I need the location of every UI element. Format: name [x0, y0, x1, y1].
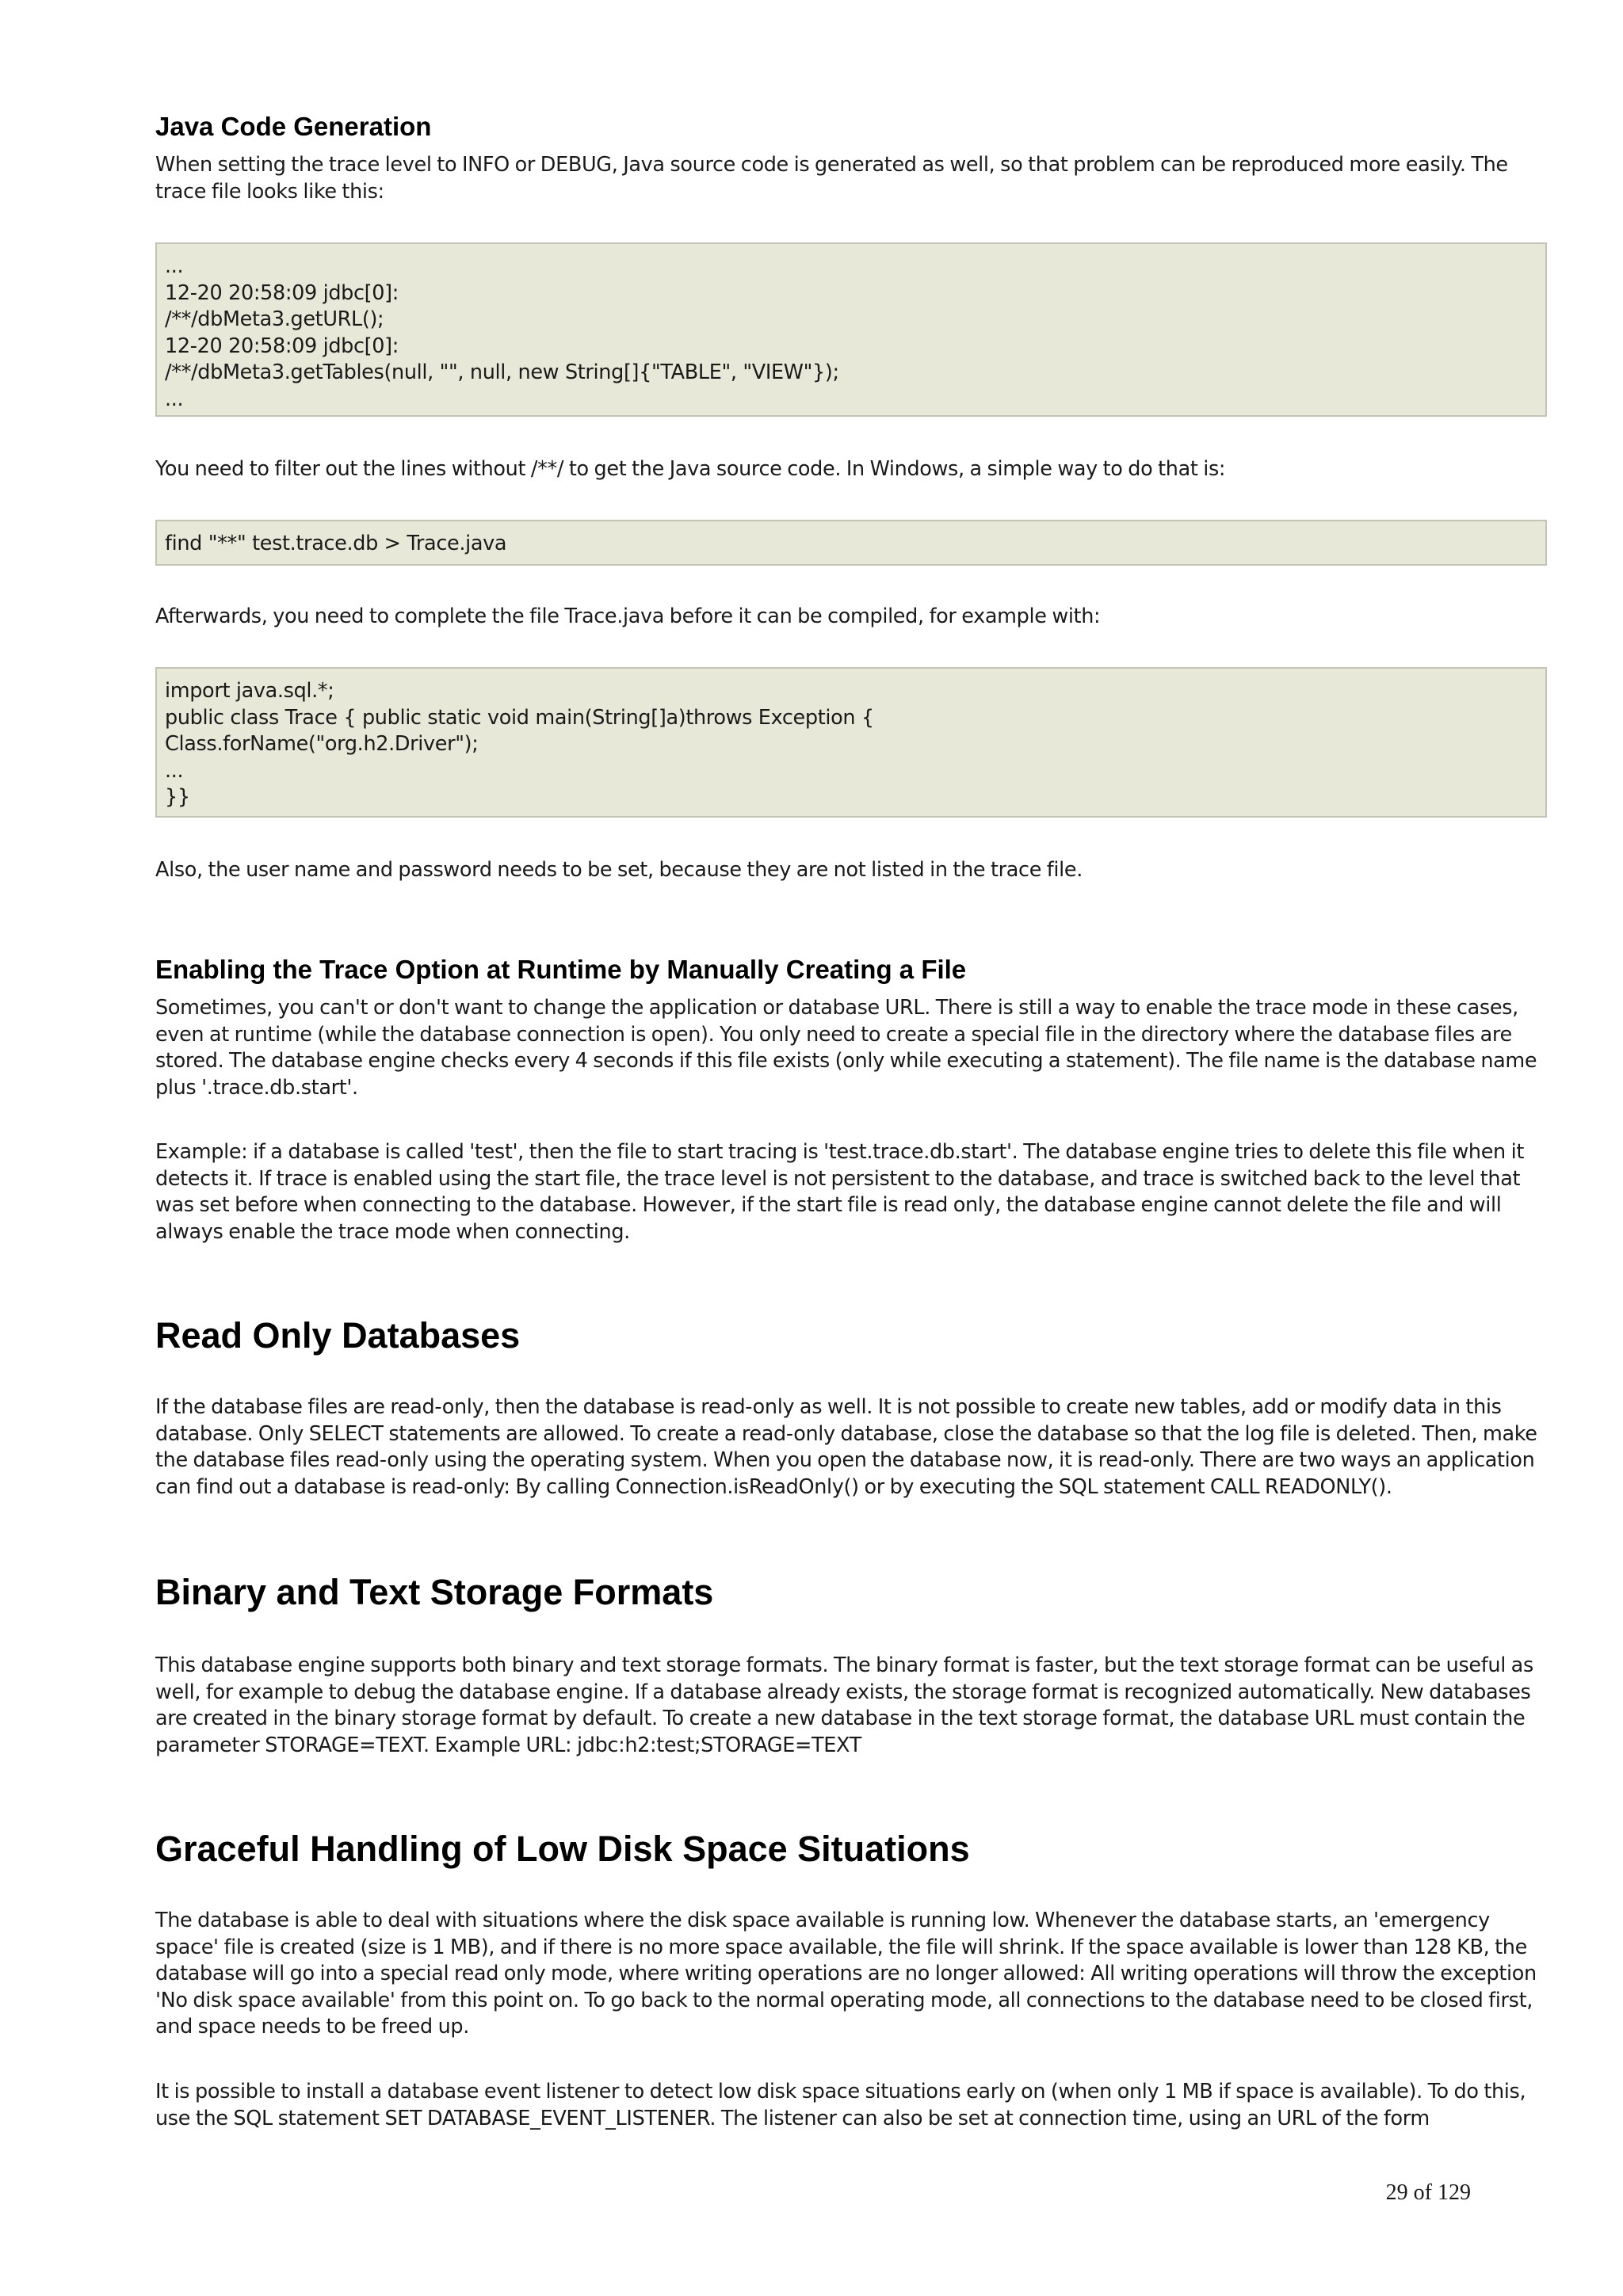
section-title-read-only-databases: Read Only Databases [155, 1315, 521, 1356]
page-number: 29 of 129 [1385, 2180, 1471, 2205]
read-only-paragraph: If the database files are read-only, then the database is read-only as well. It is not possible to create new tables, add or modify data in this database. Only SELECT statements are allowed. To create a read-only database, close the database so that the log file is deleted. Then, make the database files read-only using the operating system. When you open the database now, it is read-only. There are two ways an application can find out a database is read-only: By calling Connection.isReadOnly() or by executing the SQL statement CALL READONLY(). [155, 1395, 1537, 1499]
storage-formats-paragraph: This database engine supports both binary and text storage formats. The binary format is faster, but the text storage format can be useful as well, for example to debug the database engine. If a database already exists, the storage format is recognized automatically. New databases are created in the binary storage format by default. To create a new database in the text storage format, the database URL must contain the parameter STORAGE=TEXT. Example URL: jdbc:h2:test;STORAGE=TEXT [155, 1653, 1533, 1757]
filter-text: You need to filter out the lines without /**/ to get the Java source code. In Windows, a simple way to do that is: [155, 457, 1226, 481]
code-block-trace-file: ... 12-20 20:58:09 jdbc[0]: /**/dbMeta3.getURL(); 12-20 20:58:09 jdbc[0]: /**/dbMeta3.getTables(null, "", null, new String[]{"TABLE", "VIEW"}); ... [155, 242, 1547, 417]
user-password-text: Also, the user name and password needs to be set, because they are not listed in the trace file. [155, 858, 1083, 882]
trace-runtime-paragraph-2: Example: if a database is called 'test', then the file to start tracing is 'test.trace.db.start'. The database engine tries to delete this file when it detects it. If trace is enabled using the start file, the trace level is not persistent to the database, and trace is switched back to the level that was set before when connecting to the database. However, if the start file is read only, the database engine cannot delete the file and will always enable the trace mode when connecting. [155, 1140, 1525, 1244]
low-disk-space-paragraph-2: It is possible to install a database event listener to detect low disk space situations early on (when only 1 MB if space is available). To do this, use the SQL statement SET DATABASE_EVENT_LISTENER. The listener can also be set at connection time, using an URL of the form [155, 2080, 1526, 2130]
section-title-trace-runtime: Enabling the Trace Option at Runtime by Manually Creating a File [155, 955, 967, 984]
code-block-find-command: find "**" test.trace.db > Trace.java [155, 520, 1547, 566]
trace-runtime-paragraph-1: Sometimes, you can't or don't want to change the application or database URL. There is still a way to enable the trace mode in these cases, even at runtime (while the database connection is open). You only need to create a special file in the directory where the database files are stored. The database engine checks every 4 seconds if this file exists (only while executing a statement). The file name is the database name plus '.trace.db.start'. [155, 996, 1537, 1100]
complete-file-text: Afterwards, you need to complete the file Trace.java before it can be compiled, for example with: [155, 605, 1101, 628]
section-title-storage-formats: Binary and Text Storage Formats [155, 1572, 714, 1612]
section-title-low-disk-space: Graceful Handling of Low Disk Space Situations [155, 1829, 970, 1869]
java-code-intro: When setting the trace level to INFO or DEBUG, Java source code is generated as well, so that problem can be reproduced more easily. The trace file looks like this: [155, 153, 1508, 204]
low-disk-space-paragraph-1: The database is able to deal with situations where the disk space available is running low. Whenever the database starts, an 'emergency space' file is created (size is 1 MB), and if there is no more space available, the file will shrink. If the space available is lower than 128 KB, the database will go into a special read only mode, where writing operations are no longer allowed: All writing operations will throw the exception 'No disk space available' from this point on. To go back to the normal operating mode, all connections to the database need to be closed first, and space needs to be freed up. [155, 1909, 1537, 2039]
code-block-trace-java: import java.sql.*; public class Trace { public static void main(String[]a)throws Exception { Class.forName("org.h2.Driver"); ... }} [155, 667, 1547, 818]
section-title-java-code-generation: Java Code Generation [155, 112, 432, 141]
